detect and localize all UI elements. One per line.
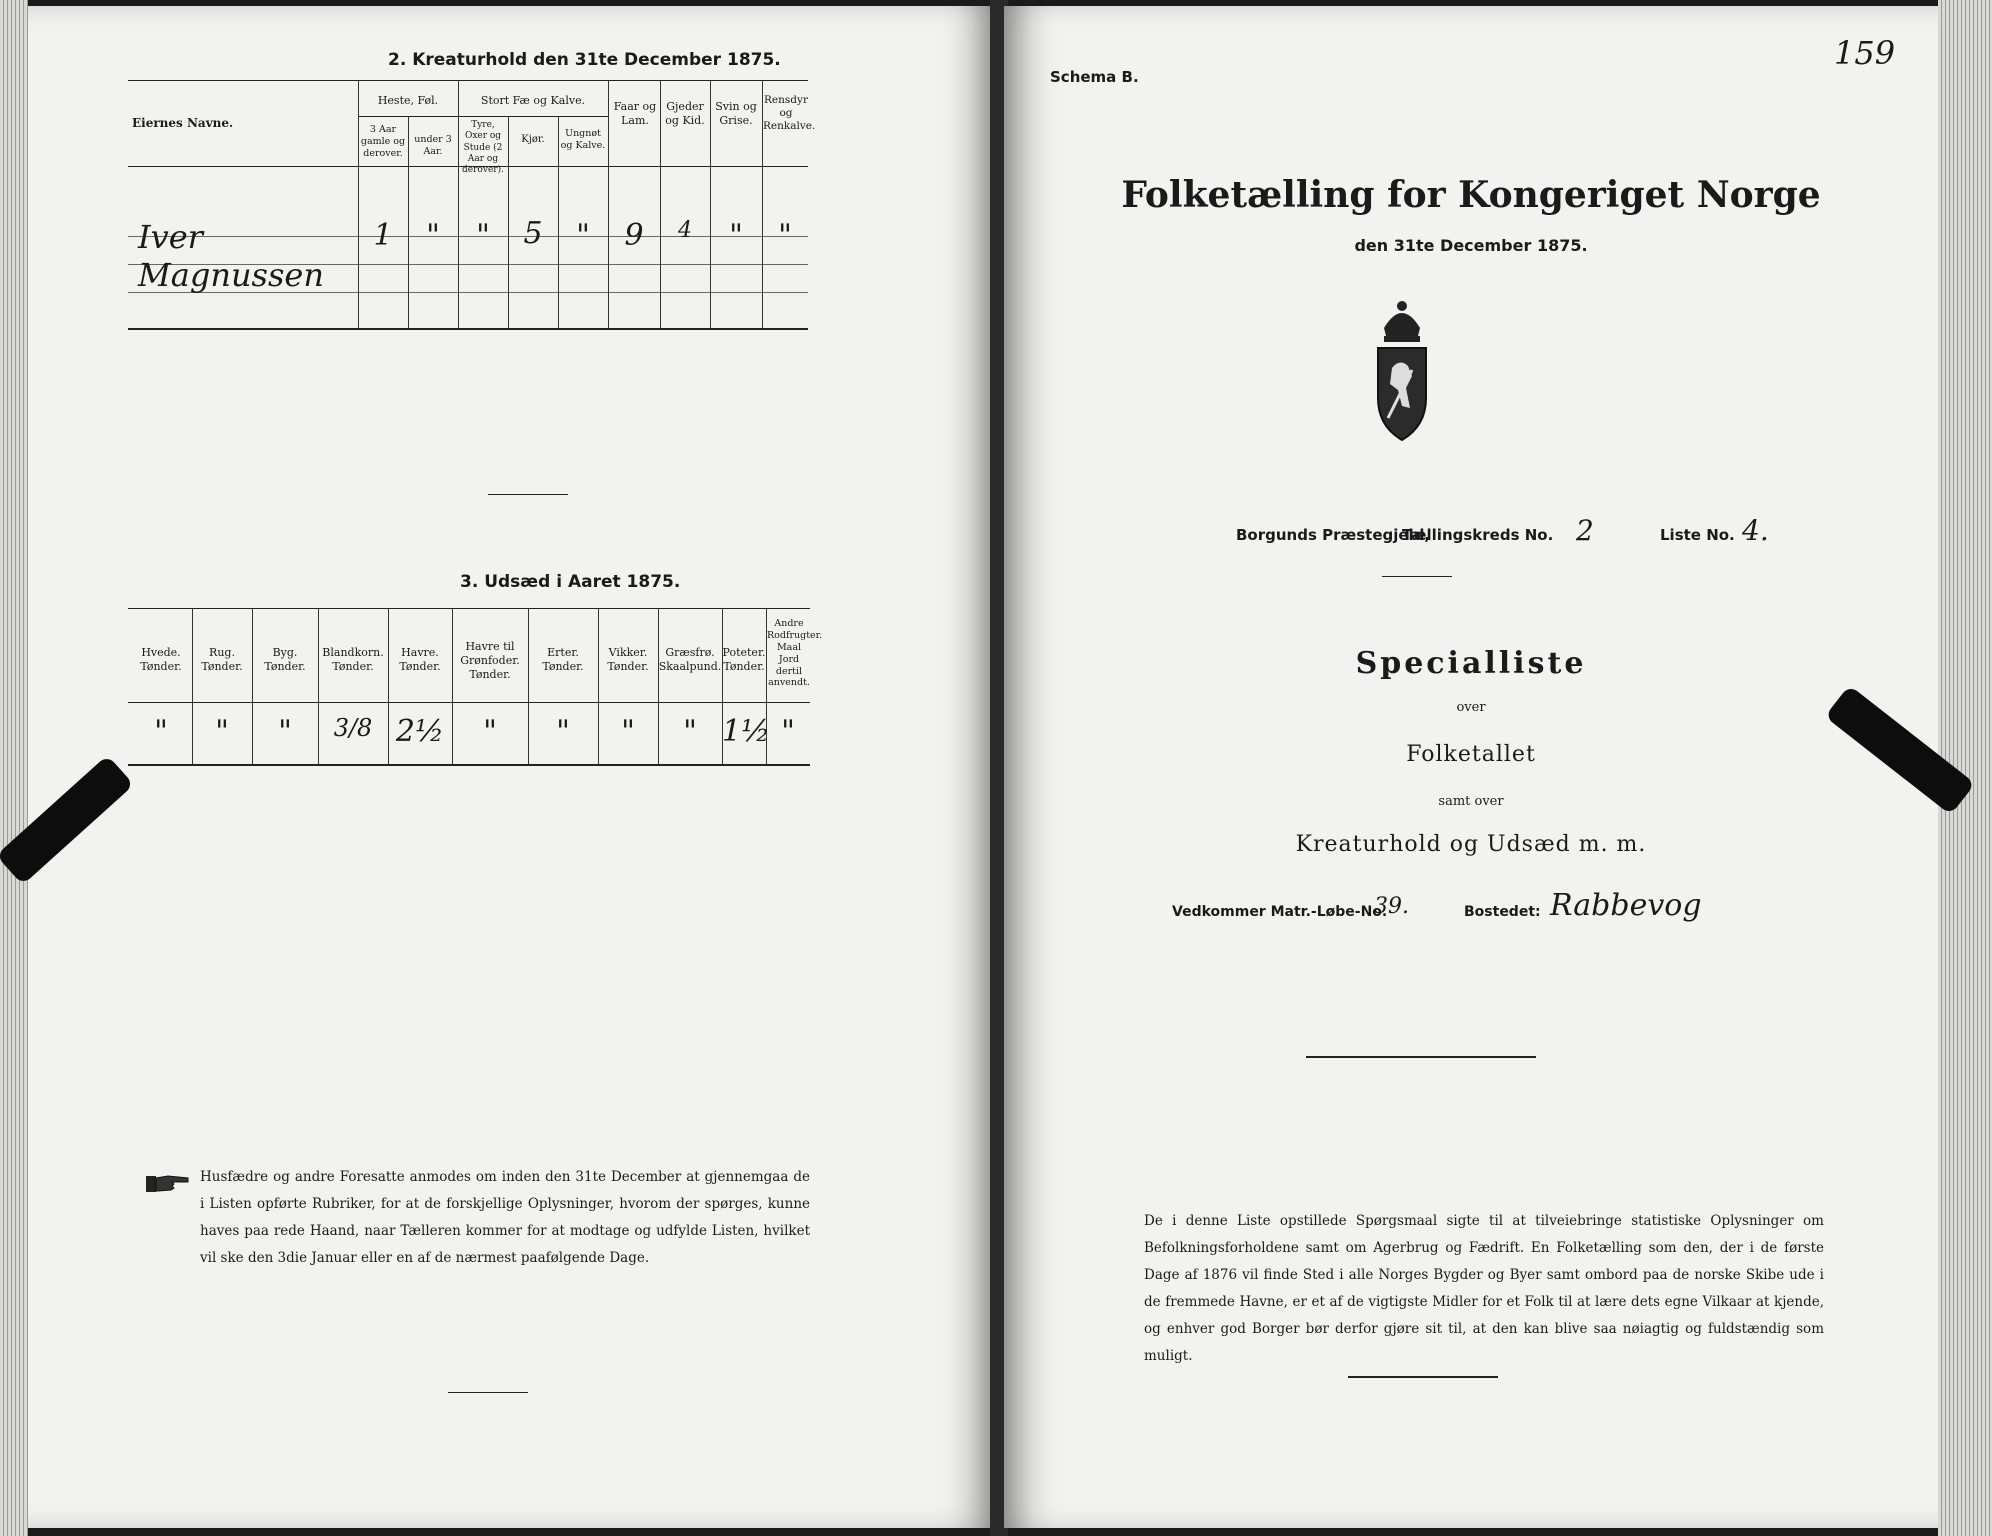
heste-group-header: Heste, Føl.: [377, 94, 439, 107]
seed-value: ": [781, 714, 795, 749]
col-header-svin: Svin og Grise.: [715, 100, 757, 127]
special-title: Specialliste: [1355, 646, 1587, 681]
folketallet-text: Folketallet: [1406, 742, 1536, 767]
owner-header: Eiernes Navne.: [132, 116, 234, 130]
section-divider: [488, 494, 568, 495]
col-header-faar: Faar og Lam.: [613, 100, 657, 127]
seed-header-havre-gronfoder: Havre til Grønfoder. Tønder.: [460, 640, 520, 681]
seed-header-rug: Rug. Tønder.: [201, 646, 243, 673]
right-page: [1004, 6, 1938, 1528]
col-header-heste-3aar: 3 Aar gamle og derover.: [360, 124, 406, 159]
page-number: 159: [1834, 34, 1896, 72]
seed-value: ": [215, 714, 229, 749]
livestock-owner-name: Iver Magnussen: [138, 218, 324, 294]
col-header-gjeder: Gjeder og Kid.: [665, 100, 705, 127]
seed-header-graesfro: Græsfrø. Skaalpund.: [658, 646, 722, 673]
seed-header-blandkorn: Blandkorn. Tønder.: [322, 646, 384, 673]
schema-label: Schema B.: [1050, 68, 1139, 86]
bottom-divider: [1348, 1376, 1498, 1378]
seed-header-hvede: Hvede. Tønder.: [140, 646, 182, 673]
seed-value: ": [278, 714, 292, 749]
samt-over-text: samt over: [1438, 794, 1504, 809]
main-title: Folketælling for Kongeriget Norge: [1121, 174, 1821, 216]
list-value: 4.: [1742, 514, 1769, 547]
seed-value: 2½: [395, 714, 445, 749]
bottom-divider: [448, 1392, 528, 1393]
footer-text: De i denne Liste opstillede Spørgsmaal sigte til at tilveiebringe statistiske Oplysninger om Befolkningsforholdene samt om Agerbrug og Fædrift. En Folketælling som den, der i de første Dage af 1876 vil finde Sted i alle Norges Bygder og Byer samt ombord paa de norske Skibe ude i de fremmede Havne, er et af de vigtigste Midler for et Folk til at lære dets egne Vilkaar at kjende, og enhver god Borger bør derfor gjøre sit til, at den kan blive saa nøiagtig og fuldstændig som muligt.: [1144, 1213, 1824, 1364]
bostedet-value: Rabbevog: [1550, 888, 1702, 923]
seed-value: 3/8: [333, 714, 373, 742]
seed-header-havre: Havre. Tønder.: [399, 646, 441, 673]
seed-header-byg: Byg. Tønder.: [264, 646, 306, 673]
livestock-value: ": [426, 218, 440, 253]
livestock-value: 1: [373, 218, 393, 253]
kreaturhold-text: Kreaturhold og Udsæd m. m.: [1295, 832, 1647, 857]
seed-value: 1½: [722, 714, 771, 749]
norway-coat-of-arms-icon: [1372, 298, 1432, 448]
pointing-hand-icon: [146, 1172, 190, 1194]
col-header-heste-under3: under 3 Aar.: [414, 134, 452, 157]
date-line: den 31te December 1875.: [1354, 236, 1588, 255]
seed-header-vikker: Vikker. Tønder.: [607, 646, 649, 673]
livestock-value: 9: [624, 218, 644, 253]
livestock-value: ": [729, 218, 743, 253]
district-value: 2: [1576, 514, 1594, 547]
col-header-ungnot: Ungnøt og Kalve.: [560, 128, 606, 151]
matr-label: Vedkommer Matr.-Løbe-No.: [1172, 904, 1388, 920]
livestock-value: ": [476, 218, 490, 253]
livestock-value: 5: [523, 216, 543, 251]
col-header-tyre: Tyre, Oxer og Stude (2 Aar og derover).: [462, 120, 504, 175]
bostedet-label: Bostedet:: [1464, 904, 1541, 920]
seed-value: ": [621, 714, 635, 749]
seed-value: ": [154, 714, 168, 749]
divider: [1382, 576, 1452, 577]
col-header-kjor: Kjør.: [521, 134, 545, 145]
stort-fae-group-header: Stort Fæ og Kalve.: [480, 94, 586, 107]
over-text: over: [1456, 700, 1486, 715]
seed-value: ": [483, 714, 497, 749]
parish-label: Borgunds Præstegjeld,: [1236, 526, 1431, 544]
seed-header-andre: Andre Rodfrugter. Maal Jord dertil anvendt.: [767, 618, 823, 689]
seed-header-erter: Erter. Tønder.: [542, 646, 584, 673]
list-label: Liste No.: [1660, 526, 1735, 544]
livestock-value: 4: [678, 218, 692, 243]
seed-header-poteter: Poteter. Tønder.: [722, 646, 766, 673]
notice-text: Husfædre og andre Foresatte anmodes om inden den 31te December at gjennemgaa de i Listen opførte Rubriker, for at de forskjellige Oplysninger, hvorom der spørges, kunne haves paa rede Haand, naar Tælleren kommer for at modtage og udfylde Listen, hvilket vil ske den 3die Januar eller en af de nærmest paafølgende Dage.: [200, 1169, 810, 1266]
matr-value: 39.: [1374, 894, 1409, 919]
livestock-value: ": [778, 218, 792, 253]
section3-title: 3. Udsæd i Aaret 1875.: [460, 572, 681, 592]
seed-value: ": [683, 714, 697, 749]
livestock-value: ": [576, 218, 590, 253]
left-page: [28, 6, 994, 1528]
page-edge-stack-left: [0, 0, 28, 1536]
district-label: Tællingskreds No.: [1402, 526, 1554, 544]
col-header-rensdyr: Rensdyr og Renkalve.: [763, 94, 816, 133]
section2-title: 2. Kreaturhold den 31te December 1875.: [388, 50, 781, 70]
seed-value: ": [556, 714, 570, 749]
divider: [1306, 1056, 1536, 1058]
